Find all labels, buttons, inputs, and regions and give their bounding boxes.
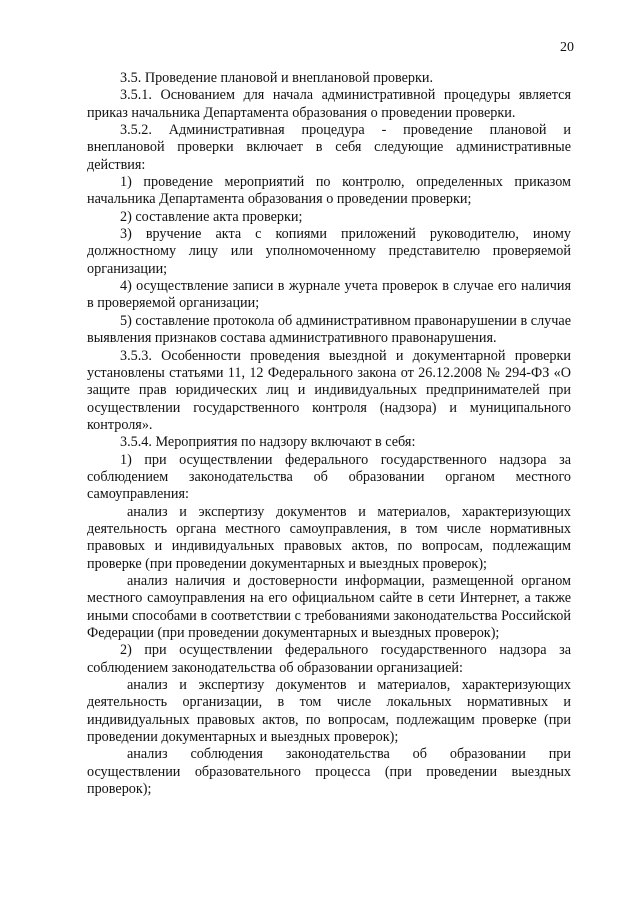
- list-item-3: 3) вручение акта с копиями приложений руководителю, иному должностному лицу или уполномоченному представителю проверяемой организации;: [87, 226, 571, 277]
- paragraph-3-5: 3.5. Проведение плановой и внеплановой проверки.: [120, 70, 434, 86]
- list-item-5: 5) составление протокола об административном правонарушении в случае выявления признаков состава административного правонарушения.: [87, 312, 571, 347]
- page-number: 20: [560, 40, 574, 55]
- document-body: [87, 70, 571, 798]
- paragraph-3-5-4: 3.5.4. Мероприятия по надзору включают в себя:: [120, 434, 416, 451]
- sub-item-2-analysis-docs: анализ и экспертизу документов и материалов, характеризующих деятельность организации, в том числе локальных нормативных и индивидуальных правовых актов, по вопросам, подлежащим проверке (при проведении документарных и выездных проверок);: [87, 677, 571, 746]
- sub-item-2-analysis-compliance: анализ соблюдения законодательства об образовании при осуществлении образовательного процесса (при проведении выездных проверок);: [87, 746, 571, 798]
- paragraph-3-5-1: 3.5.1. Основанием для начала административной процедуры является приказ начальника Департамента образования о проведении проверки.: [87, 87, 571, 121]
- list-item-4: 4) осуществление записи в журнале учета проверок в случае его наличия в проверяемой организации;: [87, 278, 571, 312]
- sub-item-1-analysis-info: анализ наличия и достоверности информации, размещенной органом местного самоуправления на его официальном сайте в сети Интернет, а также иными способами в соответствии с требованиями законодательства Российской Федерации (при проведении документарных и выездных проверок);: [87, 572, 571, 641]
- sub-item-1: 1) при осуществлении федерального государственного надзора за соблюдением законодательства об образовании органом местного самоуправления:: [87, 451, 571, 503]
- sub-item-2: 2) при осуществлении федерального государственного надзора за соблюдением законодательства об образовании организацией:: [87, 642, 571, 676]
- paragraph-3-5-3: 3.5.3. Особенности проведения выездной и документарной проверки установлены статьями 11, 12 Федерального закона от 26.12.2008 № 294-ФЗ «О защите прав юридических лиц и индивидуальных предпринимателей при осуществлении государственного контроля (надзора) и муниципального контроля».: [87, 347, 571, 433]
- sub-item-1-analysis-docs: анализ и экспертизу документов и материалов, характеризующих деятельность органа местного самоуправления, в том числе нормативных правовых и индивидуальных правовых актов, по вопросам, подлежащим проверке (при проведении документарных и выездных проверок);: [87, 503, 571, 572]
- list-item-2: 2) составление акта проверки;: [120, 208, 303, 225]
- paragraph-3-5-2: 3.5.2. Административная процедура - проведение плановой и внеплановой проверки включает в себя следующие административные действия:: [87, 122, 571, 173]
- list-item-1: 1) проведение мероприятий по контролю, определенных приказом начальника Департамента образования о проведении проверки;: [87, 174, 571, 208]
